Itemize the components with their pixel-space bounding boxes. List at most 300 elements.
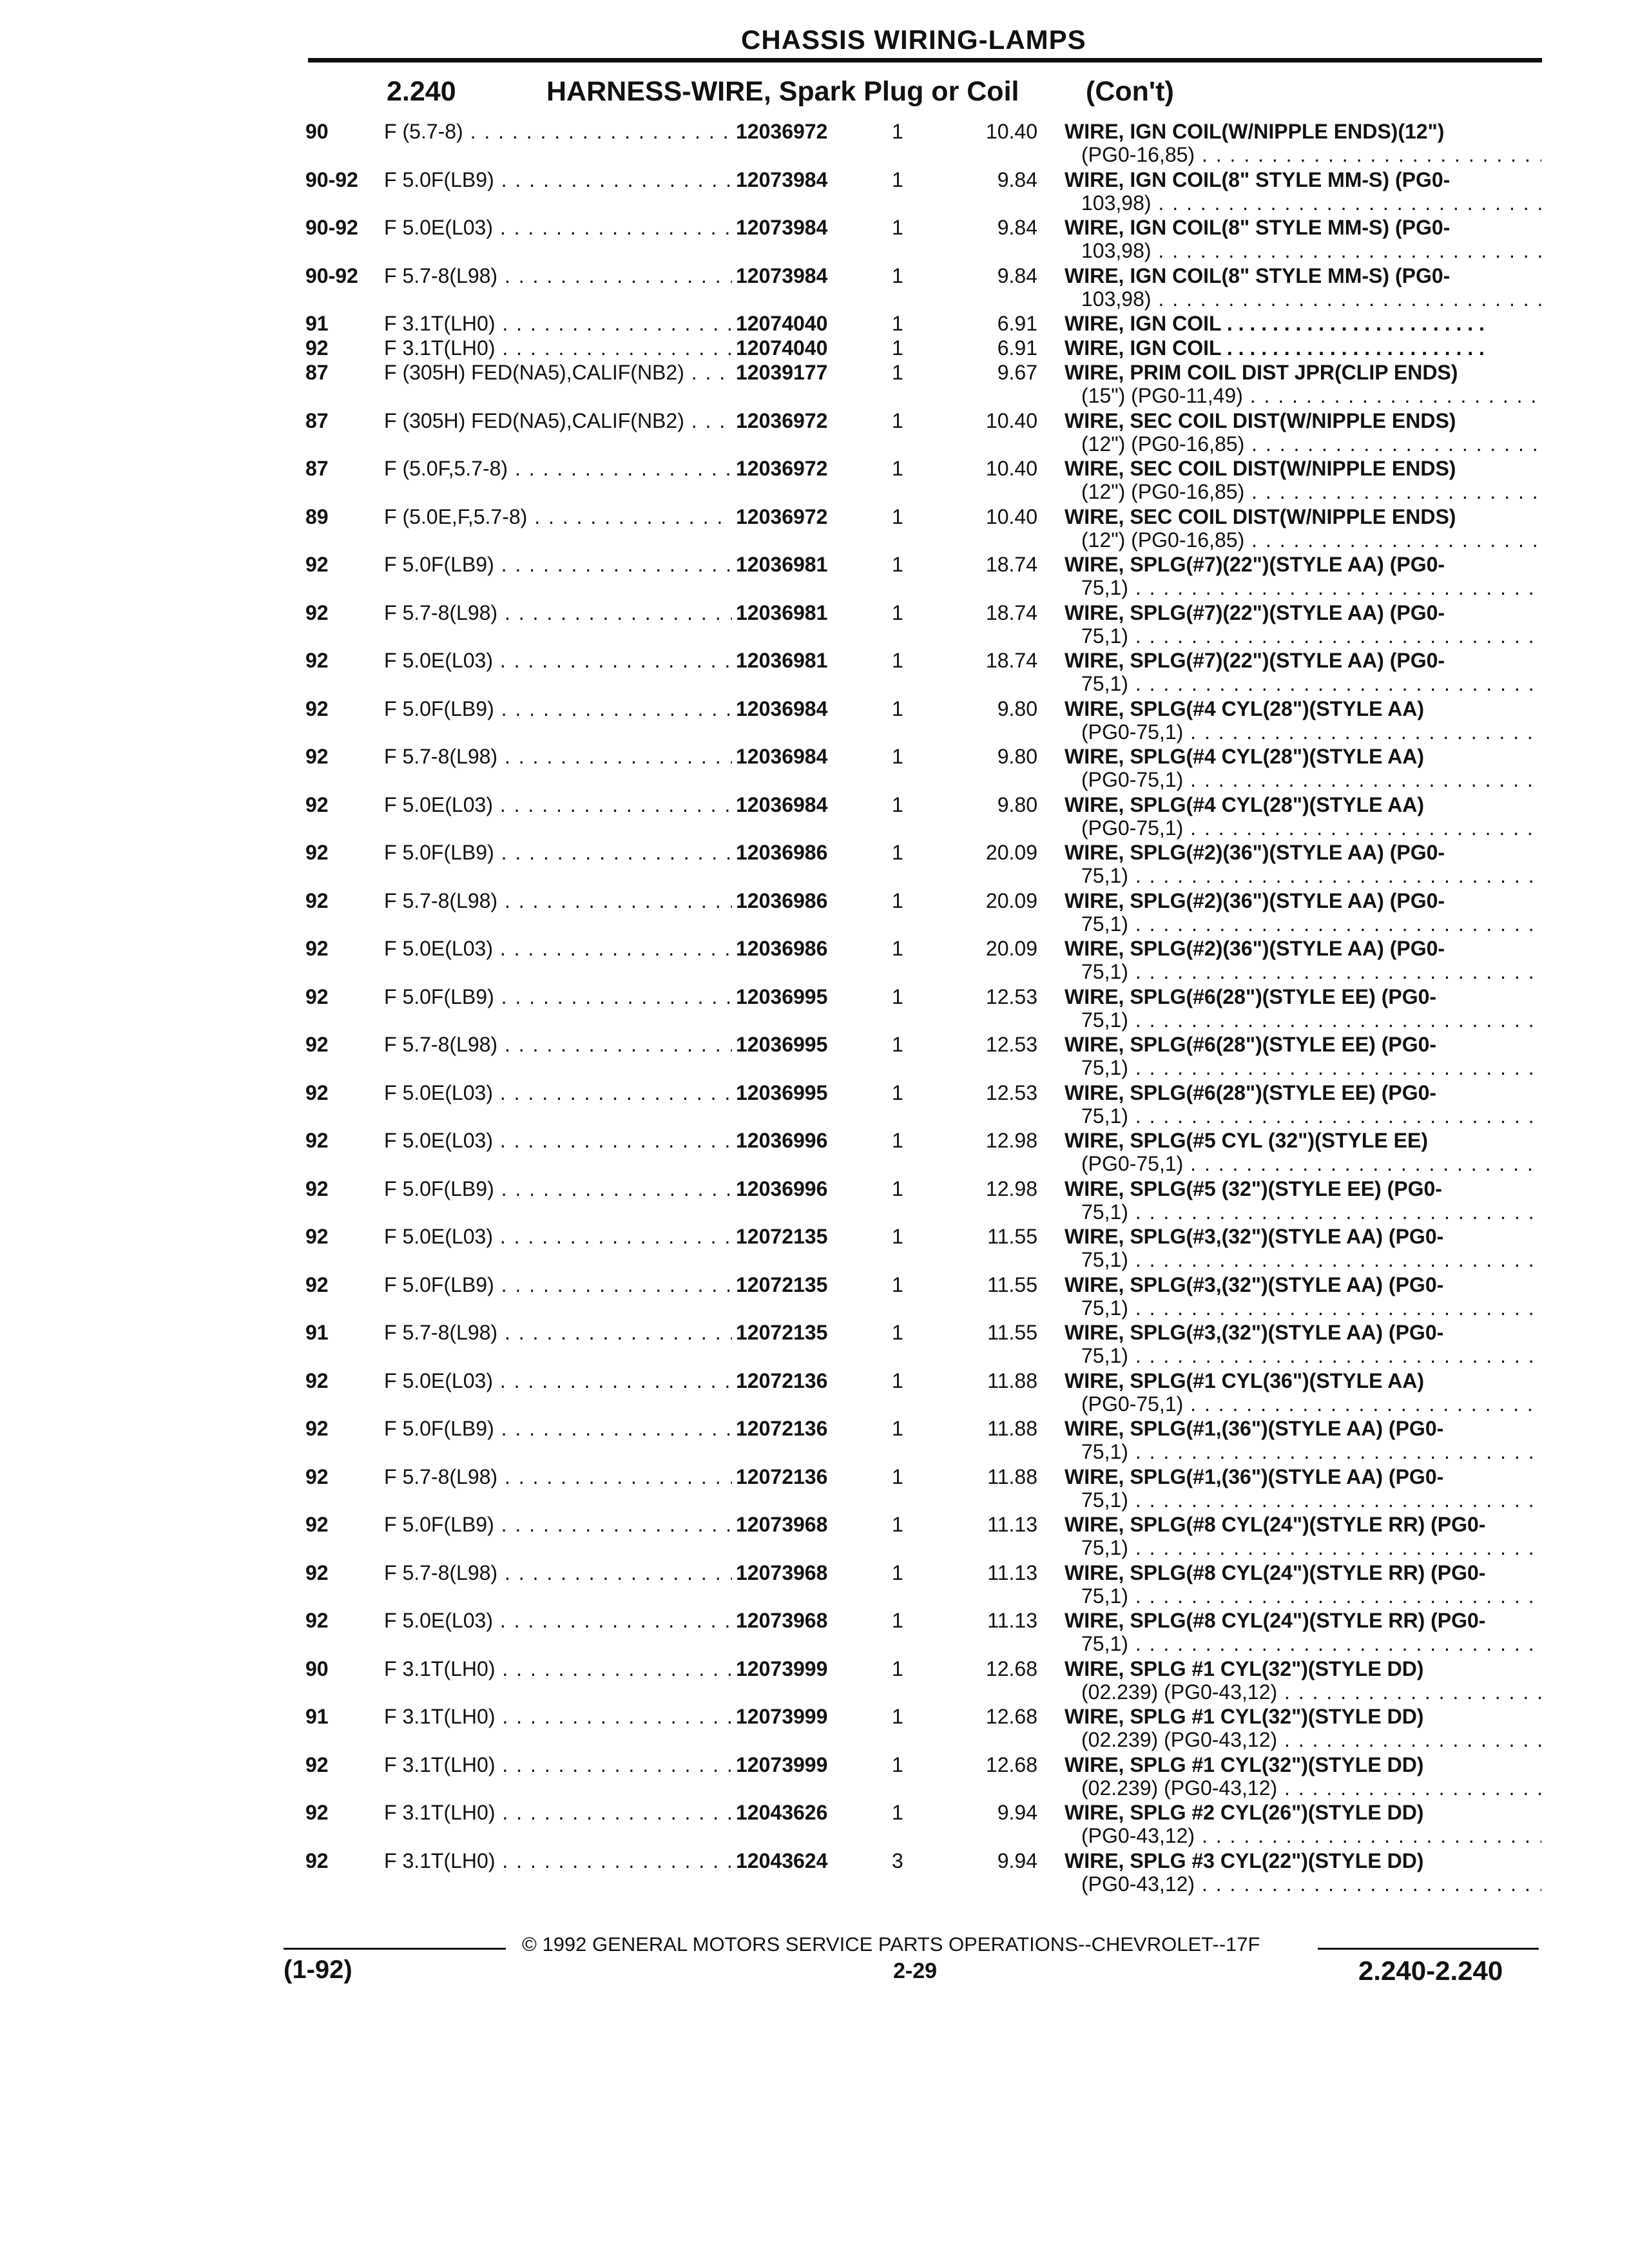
table-row xyxy=(0,216,1629,264)
application: F (305H) FED(NA5),CALIF(NB2) . . . xyxy=(384,409,732,432)
application: F 3.1T(LH0) . . . xyxy=(384,336,732,360)
ref-number: 92 xyxy=(305,889,329,912)
ref-number: 92 xyxy=(305,1801,329,1824)
price: 11.55 xyxy=(987,1321,1037,1344)
part-number: 12036972 xyxy=(736,408,828,432)
description-line: WIRE, SPLG(#2)(36")(STYLE AA) (PG0- xyxy=(1065,937,1445,960)
part-number: 12036996 xyxy=(736,1129,828,1152)
description-line: WIRE, SPLG(#7)(22")(STYLE AA) (PG0- xyxy=(1065,649,1445,672)
part-number: 12073999 xyxy=(736,1705,828,1728)
application: F 5.0E(L03) . . . xyxy=(384,1369,732,1392)
table-row xyxy=(0,1849,1629,1898)
description xyxy=(1065,553,1541,599)
description xyxy=(1065,120,1541,166)
quantity: 1 xyxy=(892,937,903,960)
description-line: WIRE, SPLG(#7)(22")(STYLE AA) (PG0- xyxy=(1065,601,1445,624)
section-heading xyxy=(0,76,1629,115)
ref-number: 87 xyxy=(305,457,329,480)
application: F 5.0F(LB9) . . . xyxy=(384,1273,732,1296)
price: 12.53 xyxy=(985,985,1037,1008)
description-line: WIRE, IGN COIL(8" STYLE MM-S) (PG0- xyxy=(1065,168,1451,191)
part-number: 12036995 xyxy=(736,1033,828,1056)
price: 9.80 xyxy=(997,697,1037,720)
ref-number: 92 xyxy=(305,1369,329,1392)
description-continuation: (PG0-75,1) . . . xyxy=(1065,816,1541,840)
table-row xyxy=(0,168,1629,216)
description-line: WIRE, SPLG #1 CYL(32")(STYLE DD) xyxy=(1065,1705,1424,1728)
description-continuation: 75,1) . . . xyxy=(1065,624,1541,648)
part-number: 12036981 xyxy=(736,649,828,672)
table-row xyxy=(0,409,1629,457)
price: 9.84 xyxy=(997,216,1037,239)
price: 9.84 xyxy=(997,168,1037,191)
description-line: WIRE, SPLG(#2)(36")(STYLE AA) (PG0- xyxy=(1065,889,1445,912)
part-number: 12036995 xyxy=(736,985,828,1008)
part-number: 12036995 xyxy=(736,1081,828,1104)
description-continuation: 75,1) . . . xyxy=(1065,1488,1541,1512)
table-row xyxy=(0,985,1629,1033)
table-row xyxy=(0,889,1629,937)
ref-number: 92 xyxy=(305,745,329,768)
price: 20.09 xyxy=(985,841,1037,864)
quantity: 1 xyxy=(892,1321,903,1344)
quantity: 1 xyxy=(892,505,903,528)
ref-number: 90 xyxy=(305,1657,329,1680)
table-row xyxy=(0,312,1629,336)
table-row xyxy=(0,457,1629,505)
ref-number: 91 xyxy=(305,1321,329,1344)
part-number: 12072136 xyxy=(736,1417,828,1440)
quantity: 1 xyxy=(892,216,903,239)
description-line: WIRE, IGN COIL . . . . . . . . . . . . . . . . . . . . . . . xyxy=(1065,336,1485,360)
price: 11.88 xyxy=(987,1417,1037,1440)
table-row xyxy=(0,1609,1629,1657)
part-number: 12073984 xyxy=(736,168,828,191)
part-number: 12074040 xyxy=(736,312,828,335)
quantity: 3 xyxy=(892,1849,903,1872)
ref-number: 90-92 xyxy=(305,168,358,191)
description-line: WIRE, SPLG(#1,(36")(STYLE AA) (PG0- xyxy=(1065,1465,1444,1488)
table-row xyxy=(0,1657,1629,1706)
part-number: 12043626 xyxy=(736,1801,828,1824)
price: 20.09 xyxy=(985,937,1037,960)
table-row xyxy=(0,1129,1629,1177)
application: F 5.0F(LB9) . . . xyxy=(384,1417,732,1440)
table-row xyxy=(0,1321,1629,1369)
price: 12.68 xyxy=(985,1753,1037,1776)
part-number: 12036984 xyxy=(736,697,828,720)
application: F 5.0E(L03) . . . xyxy=(384,937,732,960)
ref-number: 92 xyxy=(305,1129,329,1152)
ref-number: 92 xyxy=(305,697,329,720)
ref-number: 92 xyxy=(305,1465,329,1488)
price: 9.80 xyxy=(997,745,1037,768)
quantity: 1 xyxy=(892,1753,903,1776)
description-line: WIRE, SPLG(#8 CYL(24")(STYLE RR) (PG0- xyxy=(1065,1561,1486,1584)
description-line: WIRE, SPLG(#5 CYL (32")(STYLE EE) xyxy=(1065,1129,1428,1152)
quantity: 1 xyxy=(892,1129,903,1152)
quantity: 1 xyxy=(892,889,903,912)
description xyxy=(1065,1321,1541,1367)
table-row xyxy=(0,505,1629,553)
ref-number: 92 xyxy=(305,937,329,960)
application: F 5.7-8(L98) . . . xyxy=(384,1321,732,1344)
table-row xyxy=(0,1801,1629,1849)
quantity: 1 xyxy=(892,1465,903,1488)
description-line: WIRE, SPLG(#4 CYL(28")(STYLE AA) xyxy=(1065,745,1425,768)
quantity: 1 xyxy=(892,601,903,624)
price: 10.40 xyxy=(985,408,1037,432)
description-line: WIRE, SPLG(#8 CYL(24")(STYLE RR) (PG0- xyxy=(1065,1513,1486,1536)
quantity: 1 xyxy=(892,553,903,576)
page-title: CHASSIS WIRING-LAMPS xyxy=(741,24,1086,55)
description xyxy=(1065,1465,1541,1512)
description-continuation: 75,1) . . . xyxy=(1065,1536,1541,1559)
application: F 5.0E(L03) . . . xyxy=(384,793,732,816)
price: 20.09 xyxy=(985,889,1037,912)
ref-number: 92 xyxy=(305,1225,329,1248)
part-number: 12072135 xyxy=(736,1273,828,1296)
part-number: 12036986 xyxy=(736,841,828,864)
application: F 3.1T(LH0) . . . xyxy=(384,1705,732,1728)
section-title: HARNESS-WIRE, Spark Plug or Coil xyxy=(546,76,1019,107)
table-row xyxy=(0,1561,1629,1610)
description xyxy=(1065,937,1541,983)
table-row xyxy=(0,601,1629,649)
price: 18.74 xyxy=(985,553,1037,576)
application: F 5.0F(LB9) . . . xyxy=(384,1177,732,1200)
description-continuation: 75,1) . . . xyxy=(1065,912,1541,936)
ref-number: 87 xyxy=(305,408,329,432)
description xyxy=(1065,264,1541,311)
description-continuation: 103,98) . . . xyxy=(1065,191,1541,215)
section-number: 2.240 xyxy=(387,76,456,107)
quantity: 1 xyxy=(892,120,903,143)
quantity: 1 xyxy=(892,745,903,768)
price: 9.67 xyxy=(997,361,1037,384)
quantity: 1 xyxy=(892,793,903,816)
description xyxy=(1065,745,1541,791)
description-line: WIRE, SPLG #1 CYL(32")(STYLE DD) xyxy=(1065,1753,1424,1776)
table-row xyxy=(0,649,1629,697)
ref-number: 92 xyxy=(305,1609,329,1632)
ref-number: 92 xyxy=(305,1273,329,1296)
description xyxy=(1065,312,1541,335)
table-row xyxy=(0,553,1629,601)
description-continuation: 75,1) . . . xyxy=(1065,1248,1541,1271)
quantity: 1 xyxy=(892,649,903,672)
ref-number: 90-92 xyxy=(305,216,358,239)
ref-number: 92 xyxy=(305,793,329,816)
description xyxy=(1065,601,1541,648)
table-row xyxy=(0,1705,1629,1753)
description xyxy=(1065,1417,1541,1463)
description xyxy=(1065,216,1541,262)
ref-number: 92 xyxy=(305,1417,329,1440)
page-number: 2-29 xyxy=(893,1959,938,1983)
description-line: WIRE, SPLG(#5 (32")(STYLE EE) (PG0- xyxy=(1065,1177,1442,1200)
quantity: 1 xyxy=(892,985,903,1008)
ref-number: 90-92 xyxy=(305,264,358,287)
part-number: 12074040 xyxy=(736,336,828,360)
table-row xyxy=(0,1033,1629,1081)
description-continuation: (PG0-75,1) . . . xyxy=(1065,1152,1541,1175)
quantity: 1 xyxy=(892,697,903,720)
part-number: 12072136 xyxy=(736,1369,828,1392)
quantity: 1 xyxy=(892,336,903,360)
description-line: WIRE, SPLG #1 CYL(32")(STYLE DD) xyxy=(1065,1657,1424,1680)
application: F 5.0E(L03) . . . xyxy=(384,1129,732,1152)
table-row xyxy=(0,697,1629,745)
price: 11.88 xyxy=(987,1465,1037,1488)
ref-number: 91 xyxy=(305,1705,329,1728)
price: 6.91 xyxy=(997,312,1037,335)
price: 12.98 xyxy=(985,1177,1037,1200)
description-line: WIRE, SEC COIL DIST(W/NIPPLE ENDS) xyxy=(1065,408,1456,432)
application: F 5.7-8(L98) . . . xyxy=(384,745,732,768)
description-line: WIRE, IGN COIL(8" STYLE MM-S) (PG0- xyxy=(1065,264,1451,287)
application: F 3.1T(LH0) . . . xyxy=(384,1849,732,1872)
description-line: WIRE, SPLG(#8 CYL(24")(STYLE RR) (PG0- xyxy=(1065,1609,1486,1632)
description-continuation: 103,98) . . . xyxy=(1065,239,1541,262)
description-line: WIRE, SPLG(#6(28")(STYLE EE) (PG0- xyxy=(1065,985,1437,1008)
application: F 5.0F(LB9) . . . xyxy=(384,168,732,191)
description xyxy=(1065,336,1541,360)
quantity: 1 xyxy=(892,168,903,191)
description-line: WIRE, SPLG(#1,(36")(STYLE AA) (PG0- xyxy=(1065,1417,1444,1440)
description-continuation: 75,1) . . . xyxy=(1065,1056,1541,1079)
price: 10.40 xyxy=(985,457,1037,480)
table-row xyxy=(0,1465,1629,1514)
ref-number: 92 xyxy=(305,553,329,576)
application: F (5.7-8) . . . xyxy=(384,120,732,143)
description-continuation: 75,1) . . . xyxy=(1065,1440,1541,1463)
description-continuation: (PG0-43,12) . . . xyxy=(1065,1872,1541,1896)
part-number: 12073968 xyxy=(736,1513,828,1536)
ref-number: 92 xyxy=(305,985,329,1008)
quantity: 1 xyxy=(892,1657,903,1680)
parts-list xyxy=(0,120,1629,1897)
price: 11.13 xyxy=(987,1513,1037,1536)
application: F 5.7-8(L98) . . . xyxy=(384,601,732,624)
description-continuation: 75,1) . . . xyxy=(1065,672,1541,695)
description xyxy=(1065,1753,1541,1800)
description xyxy=(1065,457,1541,503)
quantity: 1 xyxy=(892,457,903,480)
application: F 5.0E(L03) . . . xyxy=(384,1609,732,1632)
price: 12.68 xyxy=(985,1657,1037,1680)
part-number: 12073999 xyxy=(736,1657,828,1680)
price: 12.98 xyxy=(985,1129,1037,1152)
description-continuation: (15") (PG0-11,49) . . . xyxy=(1065,384,1541,407)
ref-number: 90 xyxy=(305,120,329,143)
description-continuation: 75,1) . . . xyxy=(1065,576,1541,599)
table-row xyxy=(0,937,1629,985)
description xyxy=(1065,649,1541,695)
description-line: WIRE, SPLG #2 CYL(26")(STYLE DD) xyxy=(1065,1801,1424,1824)
application: F 5.0F(LB9) . . . xyxy=(384,985,732,1008)
application: F 5.7-8(L98) . . . xyxy=(384,1561,732,1584)
header-rule xyxy=(308,58,1542,62)
description-continuation: 75,1) . . . xyxy=(1065,1344,1541,1367)
quantity: 1 xyxy=(892,1081,903,1104)
description xyxy=(1065,1513,1541,1559)
description-line: WIRE, SEC COIL DIST(W/NIPPLE ENDS) xyxy=(1065,457,1456,480)
description-continuation: 75,1) . . . xyxy=(1065,960,1541,983)
table-row xyxy=(0,264,1629,312)
part-number: 12043624 xyxy=(736,1849,828,1872)
table-row xyxy=(0,1513,1629,1561)
application: F 5.0F(LB9) . . . xyxy=(384,841,732,864)
footer-date: (1-92) xyxy=(284,1956,352,1984)
quantity: 1 xyxy=(892,1033,903,1056)
application: F 5.0E(L03) . . . xyxy=(384,1081,732,1104)
application: F 5.0E(L03) . . . xyxy=(384,216,732,239)
ref-number: 89 xyxy=(305,505,329,528)
price: 11.55 xyxy=(987,1225,1037,1248)
ref-number: 92 xyxy=(305,1033,329,1056)
description-continuation: 75,1) . . . xyxy=(1065,1584,1541,1608)
quantity: 1 xyxy=(892,312,903,335)
table-row xyxy=(0,120,1629,168)
table-row xyxy=(0,1273,1629,1321)
application: F 5.0F(LB9) . . . xyxy=(384,697,732,720)
ref-number: 92 xyxy=(305,336,329,360)
part-number: 12073968 xyxy=(736,1609,828,1632)
description xyxy=(1065,505,1541,552)
description xyxy=(1065,1705,1541,1751)
ref-number: 92 xyxy=(305,1753,329,1776)
description xyxy=(1065,1561,1541,1608)
application: F 3.1T(LH0) . . . xyxy=(384,1657,732,1680)
footer-copyright: © 1992 GENERAL MOTORS SERVICE PARTS OPERATIONS--CHEVROLET--17F xyxy=(522,1933,1260,1956)
part-number: 12036984 xyxy=(736,793,828,816)
price: 12.53 xyxy=(985,1033,1037,1056)
description xyxy=(1065,1273,1541,1320)
description-line: WIRE, SPLG(#3,(32")(STYLE AA) (PG0- xyxy=(1065,1321,1444,1344)
price: 9.94 xyxy=(997,1801,1037,1824)
description-continuation: (PG0-16,85) . . . xyxy=(1065,143,1541,166)
application: F 3.1T(LH0) . . . xyxy=(384,1801,732,1824)
description xyxy=(1065,409,1541,456)
table-row xyxy=(0,1177,1629,1225)
price: 11.13 xyxy=(987,1561,1037,1584)
part-number: 12073984 xyxy=(736,264,828,287)
ref-number: 92 xyxy=(305,1513,329,1536)
quantity: 1 xyxy=(892,264,903,287)
section-range: 2.240-2.240 xyxy=(1358,1956,1503,1986)
price: 12.53 xyxy=(985,1081,1037,1104)
quantity: 1 xyxy=(892,1609,903,1632)
description xyxy=(1065,361,1541,407)
description xyxy=(1065,1225,1541,1271)
description xyxy=(1065,1369,1541,1416)
table-row xyxy=(0,361,1629,409)
description xyxy=(1065,985,1541,1032)
quantity: 1 xyxy=(892,1369,903,1392)
part-number: 12036972 xyxy=(736,505,828,528)
table-row xyxy=(0,1081,1629,1129)
price: 9.84 xyxy=(997,264,1037,287)
table-row xyxy=(0,793,1629,841)
application: F 5.0F(LB9) . . . xyxy=(384,553,732,576)
description xyxy=(1065,1849,1541,1896)
description-continuation: 103,98) . . . xyxy=(1065,287,1541,311)
footer-rule-left xyxy=(284,1948,506,1950)
description-line: WIRE, SPLG(#1 CYL(36")(STYLE AA) xyxy=(1065,1369,1425,1392)
quantity: 1 xyxy=(892,1801,903,1824)
description-continuation: (PG0-75,1) . . . xyxy=(1065,768,1541,791)
price: 11.13 xyxy=(987,1609,1037,1632)
application: F 5.0E(L03) . . . xyxy=(384,1225,732,1248)
part-number: 12036986 xyxy=(736,937,828,960)
description-line: WIRE, SPLG(#3,(32")(STYLE AA) (PG0- xyxy=(1065,1225,1444,1248)
part-number: 12036981 xyxy=(736,553,828,576)
description-line: WIRE, SEC COIL DIST(W/NIPPLE ENDS) xyxy=(1065,505,1456,528)
description xyxy=(1065,1129,1541,1175)
ref-number: 92 xyxy=(305,1081,329,1104)
description xyxy=(1065,1081,1541,1128)
part-number: 12036981 xyxy=(736,601,828,624)
quantity: 1 xyxy=(892,361,903,384)
ref-number: 91 xyxy=(305,312,329,335)
application: F 3.1T(LH0) . . . xyxy=(384,1753,732,1776)
description-line: WIRE, SPLG(#7)(22")(STYLE AA) (PG0- xyxy=(1065,553,1445,576)
price: 10.40 xyxy=(985,120,1037,143)
part-number: 12039177 xyxy=(736,361,828,384)
price: 11.55 xyxy=(987,1273,1037,1296)
description-continuation: 75,1) . . . xyxy=(1065,1296,1541,1320)
price: 18.74 xyxy=(985,649,1037,672)
quantity: 1 xyxy=(892,1417,903,1440)
application: F 5.7-8(L98) . . . xyxy=(384,1033,732,1056)
section-continued: (Con't) xyxy=(1086,76,1174,107)
part-number: 12072136 xyxy=(736,1465,828,1488)
description-continuation: (02.239) (PG0-43,12) . . . xyxy=(1065,1728,1541,1751)
application: F 3.1T(LH0) . . . xyxy=(384,312,732,335)
table-row xyxy=(0,841,1629,889)
part-number: 12073968 xyxy=(736,1561,828,1584)
description-line: WIRE, IGN COIL(W/NIPPLE ENDS)(12") xyxy=(1065,120,1445,143)
application: F 5.0E(L03) . . . xyxy=(384,649,732,672)
description xyxy=(1065,793,1541,840)
description xyxy=(1065,1177,1541,1224)
description xyxy=(1065,1033,1541,1079)
description-continuation: (PG0-75,1) . . . xyxy=(1065,1392,1541,1416)
ref-number: 92 xyxy=(305,649,329,672)
description xyxy=(1065,168,1541,215)
quantity: 1 xyxy=(892,841,903,864)
description-continuation: (02.239) (PG0-43,12) . . . xyxy=(1065,1680,1541,1704)
description-line: WIRE, PRIM COIL DIST JPR(CLIP ENDS) xyxy=(1065,361,1458,384)
description xyxy=(1065,1657,1541,1704)
table-row xyxy=(0,1753,1629,1802)
price: 11.88 xyxy=(987,1369,1037,1392)
ref-number: 92 xyxy=(305,1177,329,1200)
description-line: WIRE, IGN COIL . . . . . . . . . . . . . . . . . . . . . . . xyxy=(1065,312,1485,335)
application: F 5.7-8(L98) . . . xyxy=(384,264,732,287)
description xyxy=(1065,889,1541,936)
part-number: 12036972 xyxy=(736,457,828,480)
description xyxy=(1065,697,1541,744)
quantity: 1 xyxy=(892,1225,903,1248)
description-continuation: (12") (PG0-16,85) . . . xyxy=(1065,528,1541,552)
quantity: 1 xyxy=(892,1561,903,1584)
part-number: 12072135 xyxy=(736,1225,828,1248)
ref-number: 92 xyxy=(305,601,329,624)
ref-number: 92 xyxy=(305,841,329,864)
price: 18.74 xyxy=(985,601,1037,624)
